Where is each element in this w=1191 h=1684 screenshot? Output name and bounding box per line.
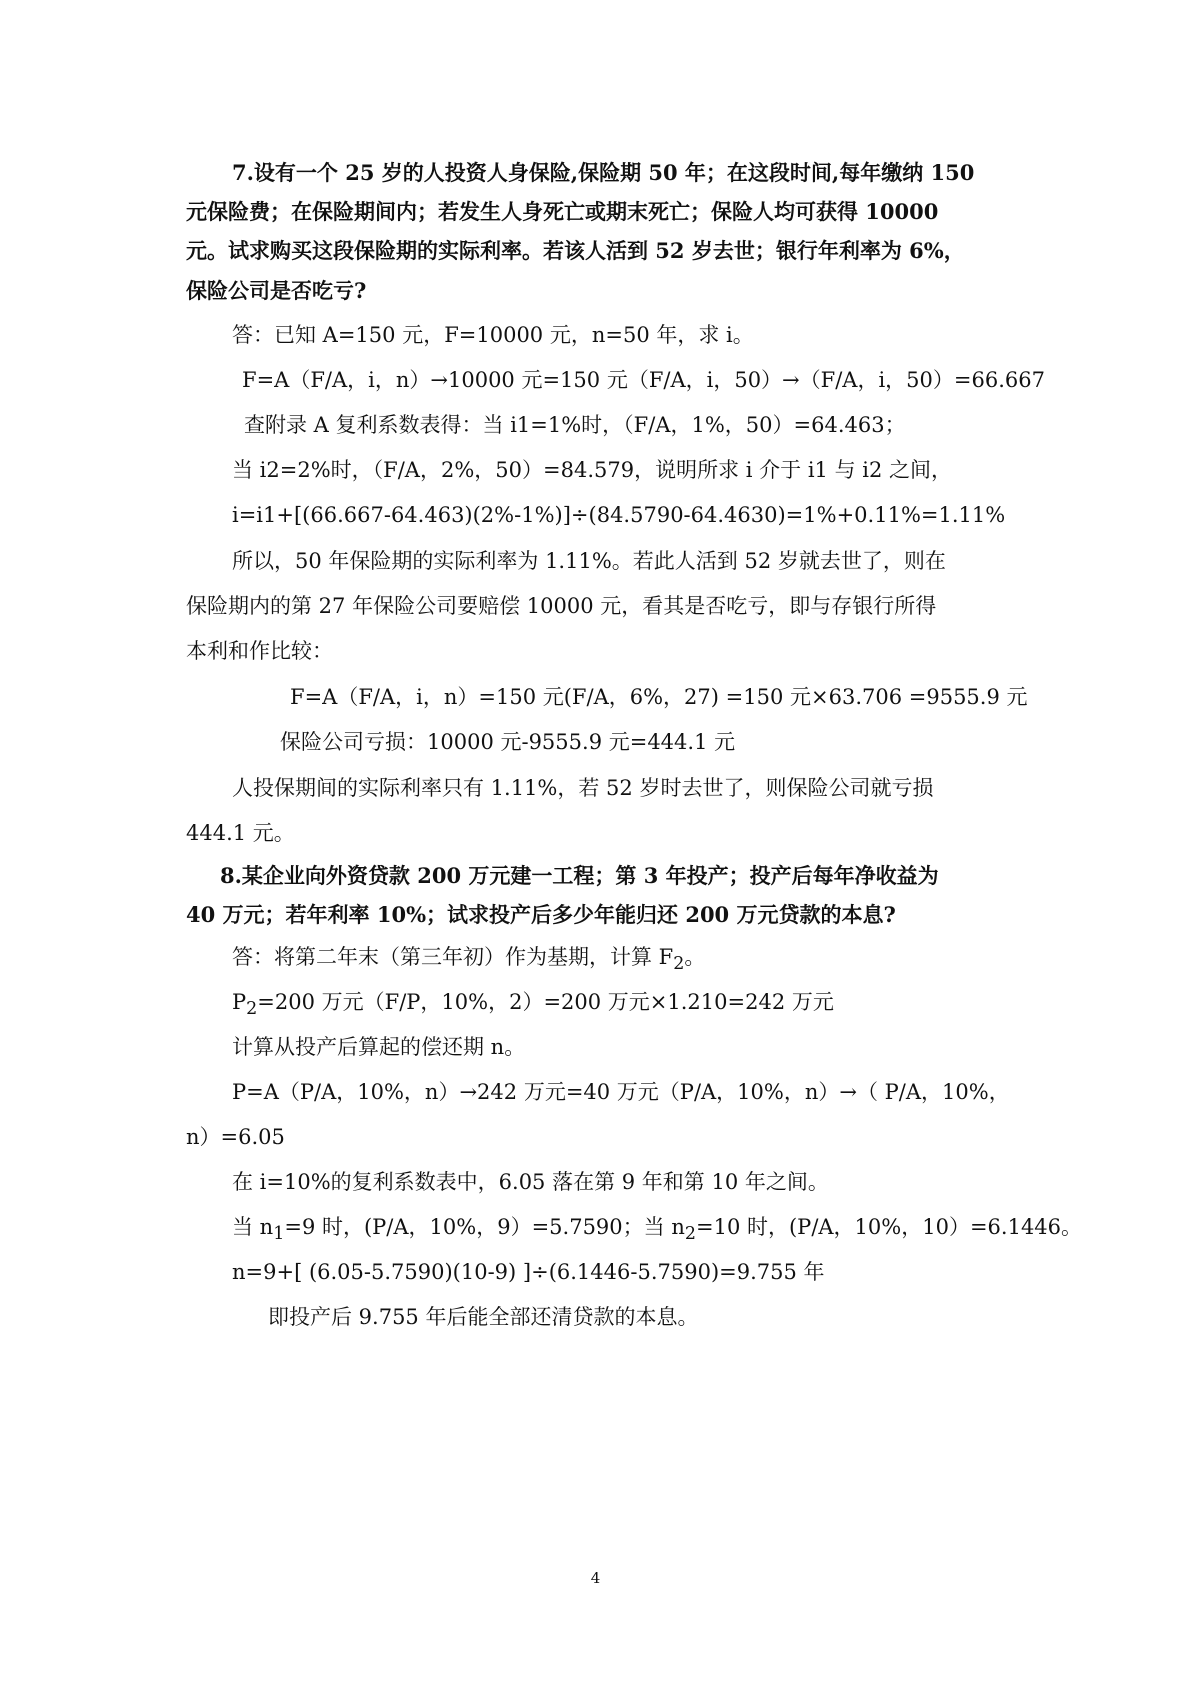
q7-answer-line-5: i=i1+[(66.667-64.463)(2%-1%)]÷(84.5790-64.4630)=1%+0.11%=1.11% (232, 503, 1006, 527)
q7-answer-line-9: F=A（F/A，i，n）=150 元(F/A，6%，27) =150 元×63.706 =9555.9 元 (290, 685, 1028, 709)
subscript: 2 (684, 1224, 696, 1245)
q7-answer-line-10: 保险公司亏损：10000 元-9555.9 元=444.1 元 (280, 730, 736, 754)
subscript: 2 (673, 954, 685, 975)
q8-answer-line-1: 答：将第二年末（第三年初）作为基期，计算 $F_2$。 (232, 945, 706, 975)
q7-title-line-3: 元。试求购买这段保险期的实际利率。若该人活到 52 岁去世；银行年利率为 6%， (186, 238, 965, 263)
q7-answer-line-1: 答：已知 A=150 元，F=10000 元，n=50 年，求 i。 (232, 323, 754, 347)
q7-title-line-1: 7.设有一个 25 岁的人投资人身保险,保险期 50 年；在这段时间,每年缴纳 150 (232, 160, 975, 185)
q7-answer-line-8: 本利和作比较： (186, 639, 333, 663)
q7-answer-line-6: 所以，50 年保险期的实际利率为 1.11%。若此人活到 52 岁就去世了，则在 (232, 549, 946, 573)
q8-answer-line-8: n=9+[ (6.05-5.7590)(10-9) ]÷(6.1446-5.7590)=9.755 年 (232, 1260, 825, 1284)
q8-answer-line-4: P=A（P/A，10%，n）→242 万元=40 万元（P/A，10%，n）→（ P/A，10%， (232, 1080, 1010, 1104)
q8-answer-line-6: 在 i=10%的复利系数表中，6.05 落在第 9 年和第 10 年之间。 (232, 1170, 829, 1194)
q7-answer-line-7: 保险期内的第 27 年保险公司要赔偿 10000 元，看其是否吃亏，即与存银行所得 (186, 594, 937, 618)
q8-title-line-2: 40 万元；若年利率 10%；试求投产后多少年能归还 200 万元贷款的本息? (186, 902, 896, 927)
q7-answer-line-3: 查附录 A 复利系数表得：当 i1=1%时，（F/A，1%，50）=64.463； (244, 413, 906, 437)
q8-title-line-1: 8.某企业向外资贷款 200 万元建一工程；第 3 年投产；投产后每年净收益为 (220, 863, 939, 888)
q8-answer-line-3: 计算从投产后算起的偿还期 n。 (232, 1035, 526, 1059)
q7-answer-line-4: 当 i2=2%时，（F/A，2%，50）=84.579，说明所求 i 介于 i1 与 i2 之间， (232, 458, 953, 482)
subscript: 2 (246, 999, 258, 1020)
q8-answer-line-2: $P_2=200$ 万元（F/P，10%，2）=200 万元×1.210=242 万元 (232, 990, 834, 1020)
q8-answer-line-9: 即投产后 9.755 年后能全部还清贷款的本息。 (268, 1305, 699, 1329)
q8-answer-line-7: 当 $n_1=9$ 时，(P/A，10%，9）=5.7590；当 $n_2=10$ 时，(P/A，10%，10）=6.1446。 (232, 1215, 1083, 1245)
q8-answer-line-5: n）=6.05 (186, 1125, 285, 1149)
q7-answer-line-11: 人投保期间的实际利率只有 1.11%，若 52 岁时去世了，则保险公司就亏损 (232, 776, 934, 800)
q7-title-line-4: 保险公司是否吃亏? (186, 278, 367, 303)
subscript: 1 (273, 1224, 285, 1245)
page-number: 4 (590, 1569, 601, 1587)
q7-answer-line-12: 444.1 元。 (186, 821, 295, 845)
q7-answer-line-2: F=A（F/A，i，n）→10000 元=150 元（F/A，i，50）→（F/A，i，50）=66.667 (242, 368, 1045, 392)
q7-title-line-2: 元保险费；在保险期间内；若发生人身死亡或期末死亡；保险人均可获得 10000 (186, 199, 939, 224)
